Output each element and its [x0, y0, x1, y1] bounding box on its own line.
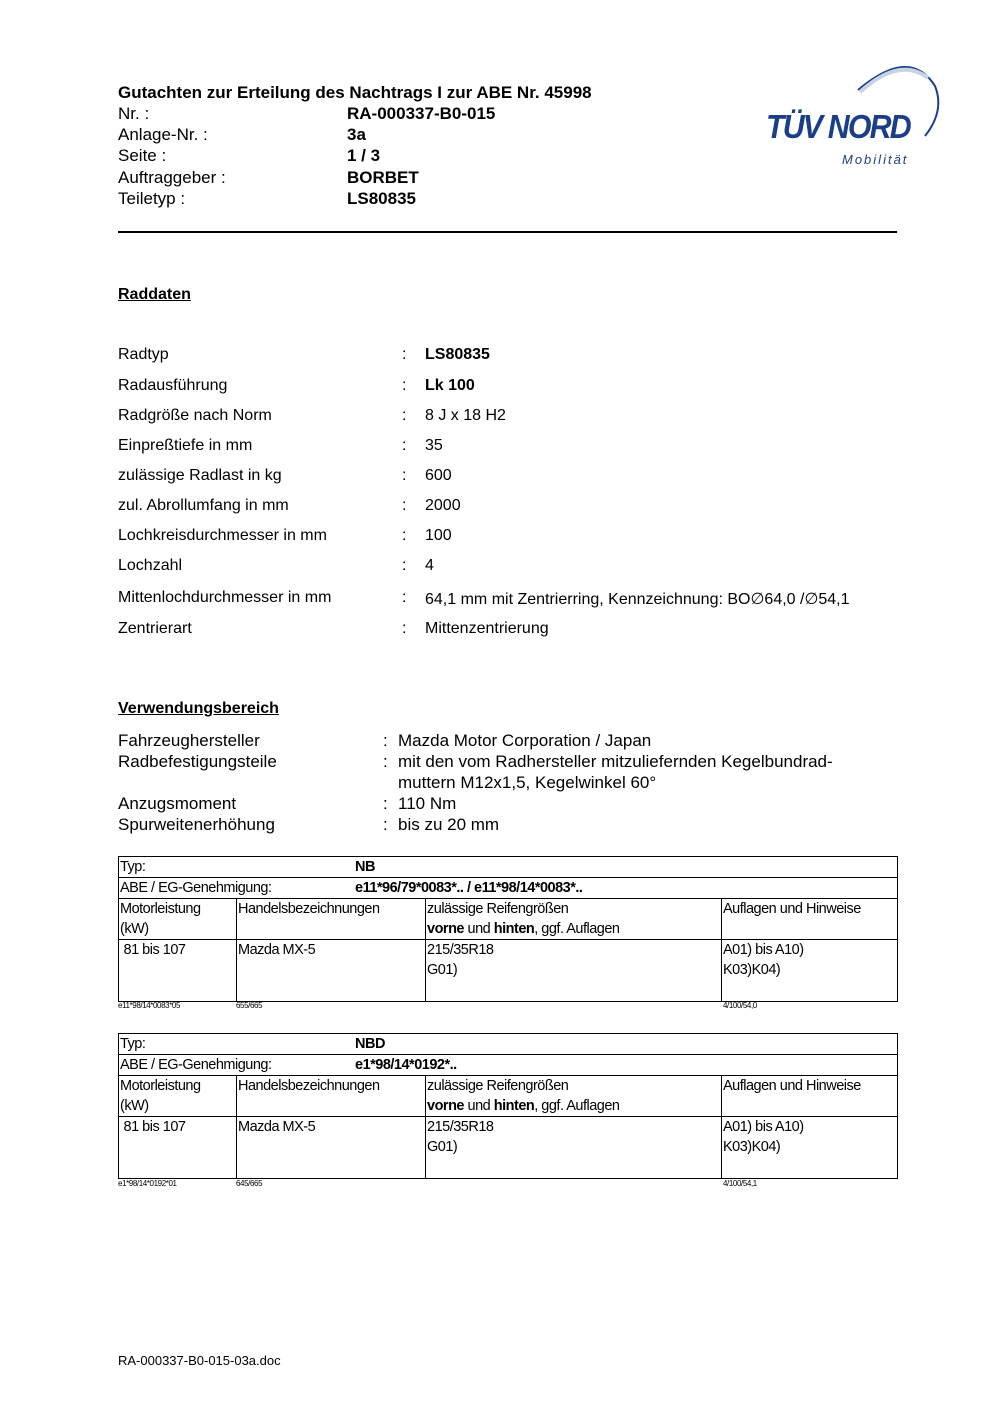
rad-label: Radgröße nach Norm — [118, 407, 272, 424]
table-footnote: 4/100/54,1 — [723, 1179, 757, 1188]
section-heading-verwendung: Verwendungsbereich — [118, 700, 279, 717]
rad-value: LS80835 — [425, 346, 490, 363]
colon: : — [402, 497, 407, 514]
rad-label: Radausführung — [118, 377, 228, 394]
vb-label: Spurweitenerhöhung — [118, 815, 275, 834]
colon: : — [402, 589, 407, 606]
field-label-anlage: Anlage-Nr. : — [118, 125, 208, 144]
table-footnote: e11*98/14*0083*05 — [118, 1001, 181, 1010]
abe-row — [119, 878, 898, 899]
rad-label: zul. Abrollumfang in mm — [118, 497, 289, 514]
colon: : — [402, 346, 407, 363]
col-header-tires: zulässige Reifengrößen vorne und hinten, ggf. Auflagen — [426, 899, 722, 940]
cell-name: Mazda MX-5 — [237, 1117, 426, 1179]
rad-value: 600 — [425, 467, 452, 484]
field-value-nr: RA-000337-B0-015 — [347, 104, 496, 123]
colon: : — [402, 437, 407, 454]
col-header-power: Motorleistung (kW) — [119, 1076, 237, 1117]
rad-label: Zentrierart — [118, 620, 192, 637]
rad-value: Lk 100 — [425, 377, 475, 394]
col-header-name: Handelsbezeichnungen — [237, 899, 426, 940]
field-value-seite: 1 / 3 — [347, 146, 381, 165]
cell-notes: A01) bis A10) K03)K04) — [722, 940, 898, 1002]
colon: : — [402, 407, 407, 424]
rad-value: 64,1 mm mit Zentrierring, Kennzeichnung: BO∅64,0 /∅54,1 — [425, 591, 850, 608]
vb-label: Radbefestigungsteile — [118, 752, 277, 771]
table-footnote: 4/100/54,0 — [723, 1001, 757, 1010]
colon: : — [383, 731, 388, 750]
rad-label: Einpreßtiefe in mm — [118, 437, 253, 454]
footer-filename: RA-000337-B0-015-03a.doc — [118, 1353, 281, 1368]
abe-label: ABE / EG-Genehmigung: — [120, 880, 272, 896]
vb-value: bis zu 20 mm — [398, 815, 500, 834]
col-header-tires: zulässige Reifengrößen vorne und hinten, ggf. Auflagen — [426, 1076, 722, 1117]
table-footnote: 645/665 — [236, 1179, 263, 1188]
col-header-notes: Auflagen und Hinweise — [722, 899, 898, 940]
rad-value: 100 — [425, 527, 452, 544]
rad-value: 2000 — [425, 497, 461, 514]
typ-value: NB — [355, 859, 375, 875]
field-label-seite: Seite : — [118, 146, 167, 165]
colon: : — [383, 752, 388, 771]
typ-label: Typ: — [120, 859, 146, 875]
colon: : — [402, 377, 407, 394]
table-footnote: e1*98/14*0192*01 — [118, 1179, 177, 1188]
colon: : — [402, 557, 407, 574]
colon: : — [402, 527, 407, 544]
abe-label: ABE / EG-Genehmigung: — [120, 1057, 272, 1073]
logo-subtitle: Mobilität — [842, 152, 909, 167]
section-heading-raddaten: Raddaten — [118, 286, 191, 303]
vb-value: 110 Nm — [398, 794, 457, 813]
abe-value: e11*96/79*0083*.. / e11*98/14*0083*.. — [355, 880, 583, 896]
colon: : — [402, 620, 407, 637]
rad-label: zulässige Radlast in kg — [118, 467, 282, 484]
field-value-teiletyp: LS80835 — [347, 189, 416, 208]
typ-label: Typ: — [120, 1036, 146, 1052]
rad-label: Lochkreisdurchmesser in mm — [118, 527, 327, 544]
rad-value: Mittenzentrierung — [425, 620, 549, 637]
col-header-name: Handelsbezeichnungen — [237, 1076, 426, 1117]
field-value-auftraggeber: BORBET — [347, 168, 419, 187]
rad-label: Radtyp — [118, 346, 169, 363]
rad-label: Lochzahl — [118, 557, 183, 574]
rad-value: 4 — [425, 557, 434, 574]
colon: : — [402, 467, 407, 484]
field-value-anlage: 3a — [347, 125, 366, 144]
vb-value-cont: muttern M12x1,5, Kegelwinkel 60° — [398, 773, 657, 792]
cell-tires: 215/35R18 G01) — [426, 1117, 722, 1179]
field-label-teiletyp: Teiletyp : — [118, 189, 186, 208]
col-header-notes: Auflagen und Hinweise — [722, 1076, 898, 1117]
rad-value: 35 — [425, 437, 443, 454]
colon: : — [383, 815, 388, 834]
cell-notes: A01) bis A10) K03)K04) — [722, 1117, 898, 1179]
field-label-nr: Nr. : — [118, 104, 150, 123]
field-label-auftraggeber: Auftraggeber : — [118, 168, 226, 187]
typ-value: NBD — [355, 1036, 385, 1052]
vb-value: mit den vom Radhersteller mitzuliefernden Kegelbundrad- — [398, 752, 833, 771]
table-footnote: 655/665 — [236, 1001, 263, 1010]
document-title: Gutachten zur Erteilung des Nachtrags I zur ABE Nr. 45998 — [118, 83, 592, 102]
vb-label: Anzugsmoment — [118, 794, 237, 813]
rad-label: Mittenlochdurchmesser in mm — [118, 589, 332, 606]
tuv-nord-logo: TÜV NORD — [766, 108, 910, 145]
vb-value: Mazda Motor Corporation / Japan — [398, 731, 652, 750]
header-divider — [118, 231, 897, 233]
abe-value: e1*98/14*0192*.. — [355, 1057, 457, 1073]
cell-power: 81 bis 107 — [119, 940, 237, 1002]
type-row — [119, 857, 898, 878]
vehicle-table-nb — [118, 856, 898, 1002]
type-row — [119, 1034, 898, 1055]
rad-value: 8 J x 18 H2 — [425, 407, 506, 424]
colon: : — [383, 794, 388, 813]
cell-tires: 215/35R18 G01) — [426, 940, 722, 1002]
col-header-power: Motorleistung (kW) — [119, 899, 237, 940]
vehicle-table-nbd — [118, 1033, 898, 1179]
cell-name: Mazda MX-5 — [237, 940, 426, 1002]
vb-label: Fahrzeughersteller — [118, 731, 260, 750]
cell-power: 81 bis 107 — [119, 1117, 237, 1179]
abe-row — [119, 1055, 898, 1076]
